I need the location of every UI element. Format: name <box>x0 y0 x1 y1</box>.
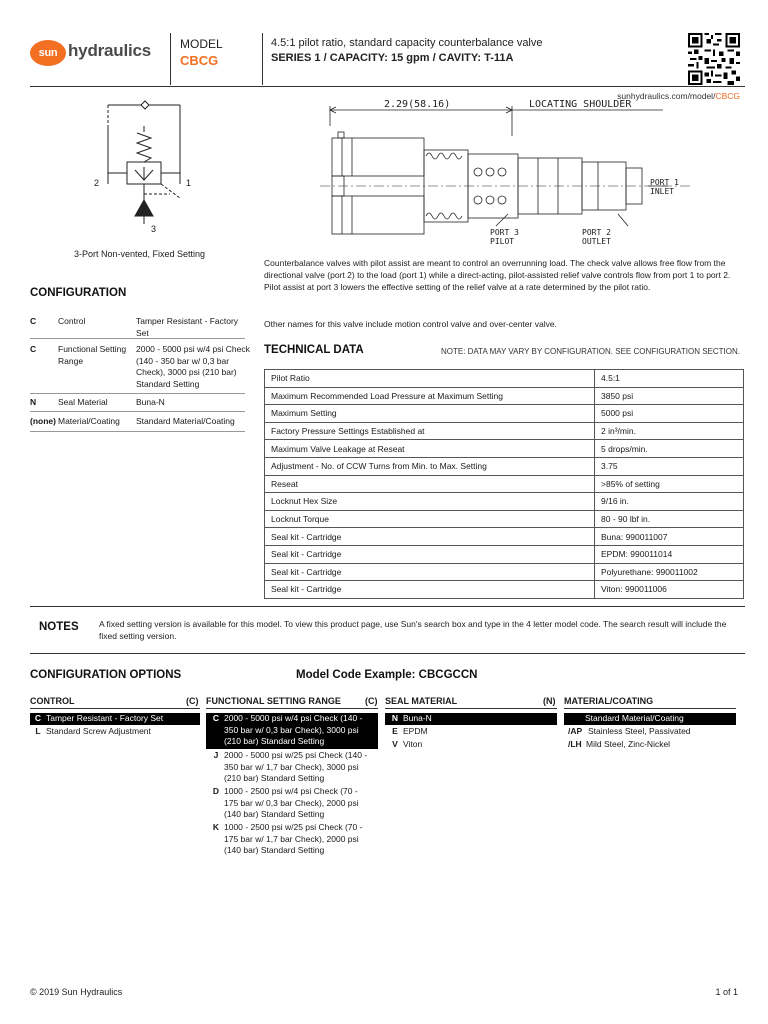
schematic-port-1: 1 <box>186 178 192 188</box>
header-rule <box>30 86 745 87</box>
table-row: Seal kit - Cartridge Polyurethane: 990011002 <box>265 563 744 581</box>
configuration-title: CONFIGURATION <box>30 287 127 299</box>
option-header-rule <box>30 708 200 709</box>
range-option[interactable]: D 1000 - 2500 psi w/4 psi Check (70 - 175 bar w/ 0,3 bar Check), 2000 psi (140 bar) Standard Setting <box>212 786 359 819</box>
page-number: 1 of 1 <box>715 987 738 997</box>
option-header-rule <box>206 708 378 709</box>
copyright: © 2019 Sun Hydraulics <box>30 987 123 997</box>
coating-option-selected[interactable]: Standard Material/Coating <box>564 713 736 725</box>
copyright-icon: © <box>30 987 37 997</box>
series-capacity-cavity: SERIES 1 / CAPACITY: 15 gpm / CAVITY: T-11A <box>271 52 514 64</box>
notes-top-rule <box>30 606 745 607</box>
table-row: Reseat >85% of setting <box>265 475 744 493</box>
option-header-rule <box>385 708 557 709</box>
range-option[interactable]: J 2000 - 5000 psi w/25 psi Check (140 - 350 bar w/ 1,7 bar Check), 3000 psi (210 bar) Standard Setting <box>213 750 368 783</box>
qr-code-icon[interactable] <box>688 33 740 85</box>
table-row: Pilot Ratio 4.5:1 <box>265 370 744 388</box>
technical-data-title: TECHNICAL DATA <box>264 344 364 356</box>
notes-title: NOTES <box>39 621 79 633</box>
intro-paragraph: Counterbalance valves with pilot assist are meant to control an overrunning load. The check valve allows free flow from the directional valve (port 2) to the load (port 1) while a direct-acting, pilot-assisted relief valve controls flow from port 1 to port 2. Pilot assist at port 3 lowers the effective setting of the relief valve at a rate determined by the pilot ratio. <box>264 258 731 292</box>
table-row: Seal kit - Cartridge Buna: 990011007 <box>265 528 744 546</box>
sun-logo-wordmark: hydraulics <box>68 41 152 60</box>
model-url-link[interactable]: sunhydraulics.com/model/CBCG <box>617 91 740 101</box>
hydraulic-schematic <box>80 98 210 238</box>
overall-length-dimension: 2.29(58.16) <box>384 99 451 110</box>
option-column-control-code: (C) <box>186 696 199 706</box>
config-row: (none) Material/Coating Standard Material/Coating <box>30 411 245 431</box>
table-row: Maximum Setting 5000 psi <box>265 405 744 423</box>
configuration-options-title: CONFIGURATION OPTIONS <box>30 669 182 681</box>
control-option[interactable]: L Standard Screw Adjustment <box>35 726 151 736</box>
coating-option[interactable]: /LH Mild Steel, Zinc-Nickel <box>568 739 671 749</box>
seal-option[interactable]: V Viton <box>392 739 423 749</box>
seal-option[interactable]: E EPDM <box>392 726 428 736</box>
option-column-seal-code: (N) <box>543 696 556 706</box>
sun-logo-mark: sun <box>30 40 66 66</box>
option-column-range-code: (C) <box>365 696 378 706</box>
table-row: Factory Pressure Settings Established at 2 in³/min. <box>265 422 744 440</box>
schematic-port-3: 3 <box>151 224 157 234</box>
option-column-coating: MATERIAL/COATING <box>564 696 654 706</box>
seal-option-selected[interactable]: N Buna-N <box>385 713 557 725</box>
table-row: Locknut Torque 80 - 90 lbf in. <box>265 510 744 528</box>
model-label: MODEL <box>180 37 223 51</box>
table-row: Maximum Valve Leakage at Reseat 5 drops/min. <box>265 440 744 458</box>
option-column-range: FUNCTIONAL SETTING RANGE <box>206 696 341 706</box>
option-header-rule <box>564 708 736 709</box>
drawing-port-3-label: PORT 3 PILOT <box>490 228 519 246</box>
option-column-seal: SEAL MATERIAL <box>385 696 458 706</box>
coating-option[interactable]: /AP Stainless Steel, Passivated <box>568 726 691 736</box>
notes-text: A fixed setting version is available for this model. To view this product page, use Sun's search box and type in the 4 letter model code. The search result will include the fixed setting version. <box>99 619 727 641</box>
model-code-example: Model Code Example: CBCGCCN <box>296 669 478 681</box>
header-divider <box>170 33 171 85</box>
technical-data-table <box>264 369 744 599</box>
technical-data-note: NOTE: DATA MAY VARY BY CONFIGURATION. SEE CONFIGURATION SECTION. <box>440 347 740 356</box>
table-row: Seal kit - Cartridge EPDM: 990011014 <box>265 545 744 563</box>
drawing-port-1-label: PORT 1 INLET <box>650 178 679 196</box>
drawing-port-2-label: PORT 2 OUTLET <box>582 228 611 246</box>
locating-shoulder-label: LOCATING SHOULDER <box>529 99 632 110</box>
option-column-control: CONTROL <box>30 696 75 706</box>
config-row: C Functional Setting Range 2000 - 5000 psi w/4 psi Check (140 - 350 bar w/ 0,3 bar Check), 3000 psi (210 bar) Standard Setting <box>30 338 245 392</box>
table-row: Seal kit - Cartridge Viton: 990011006 <box>265 581 744 599</box>
alternate-names-paragraph: Other names for this valve include motion control valve and over-center valve. <box>264 319 557 329</box>
config-divider <box>30 431 245 432</box>
schematic-caption: 3-Port Non-vented, Fixed Setting <box>74 249 206 259</box>
range-option[interactable]: K 1000 - 2500 psi w/25 psi Check (70 - 175 bar w/ 1,7 bar Check), 2000 psi (140 bar) Standard Setting <box>212 822 363 855</box>
header-divider <box>262 33 263 85</box>
schematic-port-2: 2 <box>94 178 100 188</box>
config-row: N Seal Material Buna-N <box>30 393 245 411</box>
product-description: 4.5:1 pilot ratio, standard capacity counterbalance valve <box>271 37 543 49</box>
table-row: Locknut Hex Size 9/16 in. <box>265 493 744 511</box>
table-row: Maximum Recommended Load Pressure at Maximum Setting 3850 psi <box>265 387 744 405</box>
model-code: CBCG <box>180 53 219 68</box>
range-option-selected[interactable]: C 2000 - 5000 psi w/4 psi Check (140 - 350 bar w/ 0,3 bar Check), 3000 psi (210 bar) Standard Setting <box>206 713 378 749</box>
control-option-selected[interactable]: C Tamper Resistant - Factory Set <box>30 713 200 725</box>
table-row: Adjustment - No. of CCW Turns from Min. to Max. Setting 3.75 <box>265 457 744 475</box>
config-row: C Control Tamper Resistant - Factory Set <box>30 316 239 338</box>
notes-bottom-rule <box>30 653 745 654</box>
